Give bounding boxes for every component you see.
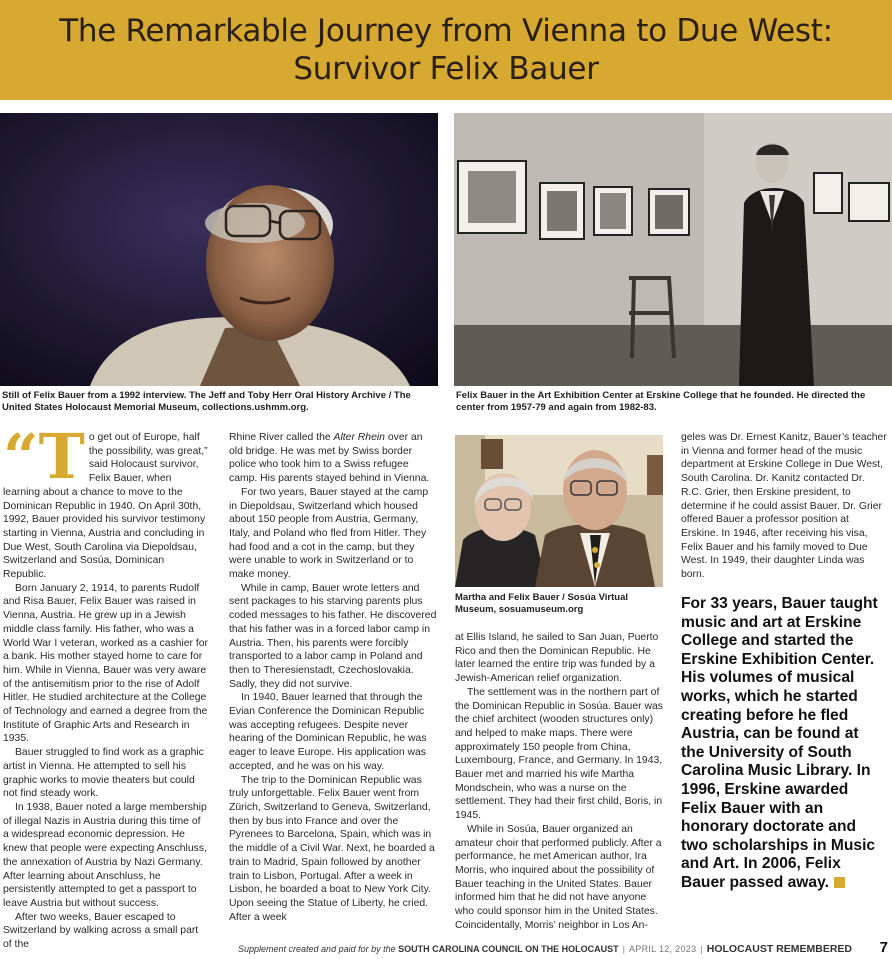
- interview-photo: [0, 113, 438, 386]
- footer-section: HOLOCAUST REMEMBERED: [706, 943, 852, 955]
- article-paragraph: In 1938, Bauer noted a large membership of illegal Nazis in Austria during this time of a widespread economic depression. He knew that people were expecting Anschluss, the annexation of Austria by Nazi Germany. After learning about Anschluss, he persistently attempted to get a passport to leave Austria but without success.: [3, 801, 207, 909]
- footer-sponsor-note: Supplement created and paid for by the: [238, 944, 396, 954]
- footer-separator: |: [622, 944, 625, 954]
- article-paragraph: In 1940, Bauer learned that through the Evian Conference the Dominican Republic was accepting refugees. Despite never hearing of the Dominican Republic, he was eager to leave Europe. His application was accepted, and he was on his way.: [229, 692, 427, 772]
- interview-photo-image: [0, 113, 438, 386]
- article-paragraph: Bauer struggled to find work as a graphic artist in Vienna. He attempted to sell his graphic works to movie theaters but could not find steady work.: [3, 747, 204, 800]
- article-column-1: [3, 420, 209, 952]
- article-paragraph: For two years, Bauer stayed at the camp in Diepoldsau, Switzerland which housed about 150 people from Austria, Germany, Italy, and Poland who fled from Hitler. They had food and a cot in the camp, but they were unable to work in Switzerland or to make money.: [229, 486, 429, 581]
- article-paragraph: [229, 431, 439, 486]
- article-column-4: [681, 431, 887, 582]
- river-name: Alter Rhein: [333, 432, 385, 443]
- article-paragraph-text: Rhine River called the: [229, 432, 334, 443]
- footer-separator: |: [700, 944, 703, 954]
- page-footer: [0, 938, 892, 959]
- article-paragraph: While in Sosúa, Bauer organized an amateur choir that performed publicly. After a performance, he met American author, Ira Morris, who inquired about the possibility of Bauer teaching in the United States. Bauer informed him that he did not have anyone who could sponsor him in the United States. Coincidentally, Morris’ neighbor in Los An-: [455, 823, 662, 931]
- couple-photo: [455, 435, 663, 587]
- exhibition-photo-caption: Felix Bauer in the Art Exhibition Center at Erskine College that he founded. He directed the center from 1957-79 and again from 1982-83.: [456, 390, 866, 413]
- page-title: The Remarkable Journey from Vienna to Due West: Survivor Felix Bauer: [59, 13, 833, 87]
- article-column-2: [229, 431, 439, 924]
- article-paragraph: geles was Dr. Ernest Kanitz, Bauer’s teacher in Vienna and former head of the music department at Erskine College in Due West, South Carolina. Dr. Kanitz contacted Dr. R.C. Grier, then Erskine president, to determine if he could assist Bauer. Dr. Grier offered Bauer a professor position at Erskine. In 1946, after receiving his visa, Felix Bauer and his family moved to Due West. In 1949, their daughter Linda was born.: [681, 432, 887, 581]
- exhibition-photo: [454, 113, 892, 386]
- article-paragraph-text: o get out of Europe, half the possibility, was great,” said Holocaust survivor, Felix Bauer, when learning about a chance to move to the Dominican Republic in 1940. On April 30th, 1992, Bauer provided his survivor testimony starting in Vienna, Austria and concluding in Due West, South Carolina via Diepoldsau, Switzerland and Sosúa, Dominican Republic.: [3, 432, 208, 581]
- article-paragraph: After two weeks, Bauer escaped to Switzerland by walking across a small part of the: [3, 911, 199, 951]
- article-paragraph: The settlement was in the northern part of the Dominican Republic in Sosúa. Bauer was the chief architect (wooden structures only) and helped to make maps. There were approximately 150 people from China, Luxembourg, France, and Germany. In 1943, Bauer met and married his wife Martha Mondschein, who was a nurse on the settlement. They had their first child, Boris, in 1945.: [455, 686, 663, 822]
- article-paragraph: While in camp, Bauer wrote letters and sent packages to his starving parents plus coded messages to his father. He discovered that his father was in a forced labor camp in Austria. Then, his parents were forcibly transported to a labor camp in Poland and then to Theresienstadt, Czechoslovakia. Sadly, they did not survive.: [229, 582, 437, 690]
- pull-quote-text: For 33 years, Bauer taught music and art at Erskine College and started the Erskine Exhibition Center. His volumes of musical works, which he started creating before he fled Austria, can be found at the University of South Carolina Music Library. In 1996, Erskine awarded Felix Bauer with an honorary doctorate and two scholarships in Music and Art. In 2006, Felix Bauer passed away.: [681, 595, 878, 891]
- couple-photo-image: [455, 435, 663, 587]
- article-paragraph: at Ellis Island, he sailed to San Juan, Puerto Rico and then the Dominican Republic. He later learned the entire trip was funded by a Jewish-American relief organization.: [455, 632, 659, 685]
- article-column-3: [455, 631, 665, 932]
- interview-photo-caption: Still of Felix Bauer from a 1992 interview. The Jeff and Toby Herr Oral History Archive / The United States Holocaust Memorial Museum, collections.ushmm.org.: [2, 390, 411, 413]
- couple-photo-caption: Martha and Felix Bauer / Sosúa Virtual Museum, sosuamuseum.org: [455, 592, 628, 615]
- footer-date: APRIL 12, 2023: [628, 944, 697, 954]
- footer-line: [238, 943, 852, 955]
- title-banner: [0, 0, 892, 100]
- page-number: 7: [879, 939, 888, 956]
- article-paragraph: The trip to the Dominican Republic was truly unforgettable. Felix Bauer went from Zürich, Switzerland to Geneva, Switzerland, then by bus into France and over the Pyrenees to Barcelona, Spain, which was in the middle of a Civil War. Next, he boarded a train to Madrid, Spain followed by another train to Lisbon, Portugal. After a week in Lisbon, he boarded a boat to New York City. Upon seeing the Statue of Liberty, he cried. After a week: [229, 774, 435, 923]
- article-paragraph-text: over an old bridge. He was met by Swiss border police who took him to a Swiss refugee camp. His parents stayed behind in Vienna.: [229, 432, 430, 485]
- article-paragraph: [3, 420, 209, 582]
- pull-quote: [681, 595, 881, 893]
- exhibition-photo-image: [454, 113, 892, 386]
- article-paragraph: Born January 2, 1914, to parents Rudolf and Risa Bauer, Felix Bauer was raised in Vienna, Austria. He grew up in a Jewish middle class family. His father, who was a World War I veteran, worked as a cashier for a bank. His mother stayed home to care for him. While in Vienna, Bauer was very aware of the antisemitism prior to the rise of Adolf Hitler. He studied architecture at the College of Technology and earned a degree from the Institute of Graphic Arts and Research in 1935.: [3, 582, 209, 745]
- drop-cap: “T: [3, 420, 85, 493]
- footer-org: SOUTH CAROLINA COUNCIL ON THE HOLOCAUST: [398, 944, 619, 954]
- end-mark-icon: [834, 877, 845, 888]
